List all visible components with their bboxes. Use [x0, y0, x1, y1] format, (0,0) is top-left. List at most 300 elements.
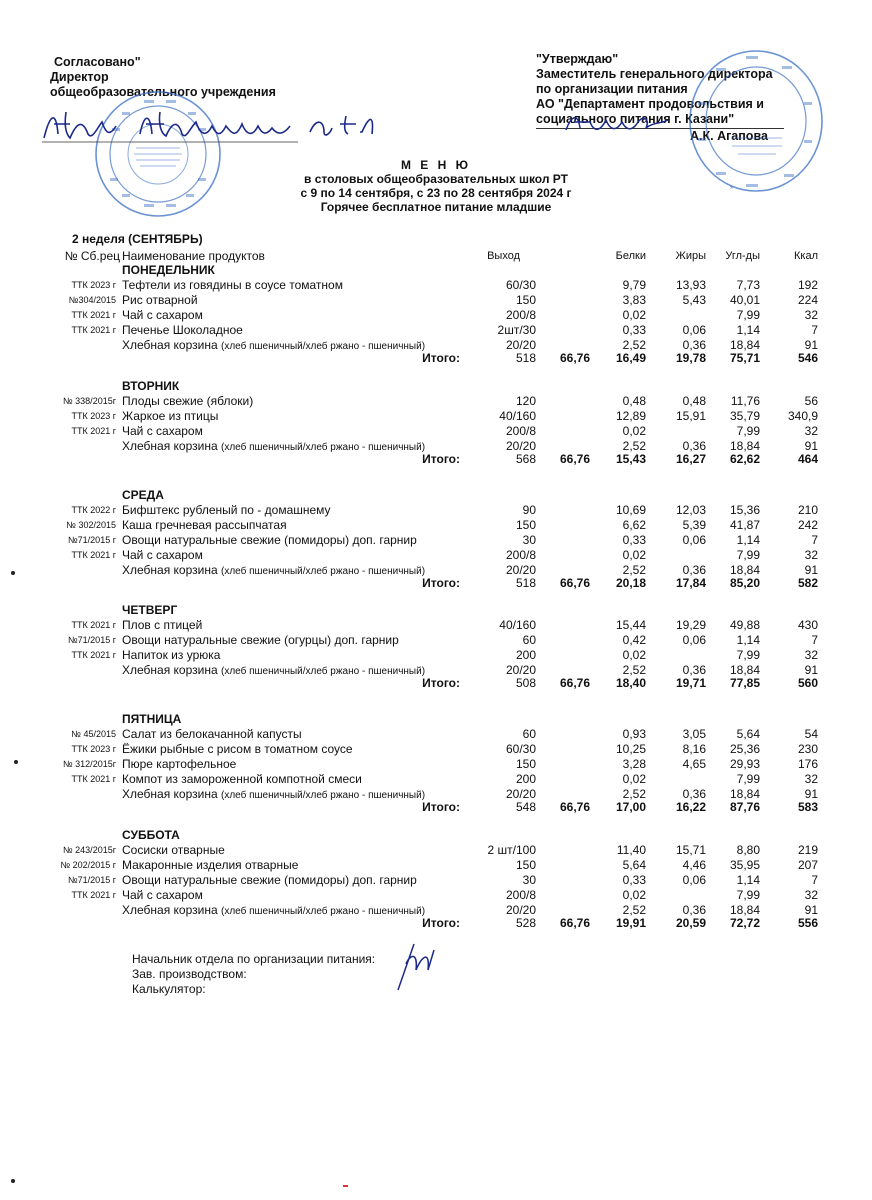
total-kcal: 546: [797, 351, 818, 365]
approval-left-line3: общеобразовательного учреждения: [50, 85, 276, 99]
dish-fat: 5,43: [682, 293, 706, 307]
dish-carbs: 7,99: [736, 648, 760, 662]
recipe-code: №304/2015: [68, 295, 116, 305]
dish-kcal: 91: [804, 439, 818, 453]
dish-fat: 13,93: [675, 278, 706, 292]
day-total-row: [0, 352, 872, 365]
dish-protein: 0,02: [622, 648, 646, 662]
dish-name: [122, 758, 236, 771]
svg-text:*: *: [730, 184, 734, 194]
total-protein: 18,40: [615, 676, 646, 690]
dish-name-text: Овощи натуральные свежие (помидоры) доп. гарнир: [122, 533, 417, 547]
dish-name-text: Хлебная корзина: [122, 903, 221, 917]
total-protein: 16,49: [615, 351, 646, 365]
dish-name-text: Сосиски отварные: [122, 843, 225, 857]
director-signature: [40, 104, 380, 153]
total-fat: 19,78: [675, 351, 706, 365]
dish-carbs: 7,99: [736, 888, 760, 902]
dish-kcal: 219: [797, 843, 818, 857]
dish-name: [122, 564, 425, 578]
dish-output: 20/20: [505, 338, 536, 352]
table-row: [0, 519, 872, 532]
dish-output: 30: [522, 533, 536, 547]
dish-protein: 2,52: [622, 563, 646, 577]
recipe-code: №71/2015 г: [68, 875, 116, 885]
dish-carbs: 1,14: [736, 873, 760, 887]
recipe-code: №71/2015 г: [68, 635, 116, 645]
total-output: 548: [515, 800, 536, 814]
dish-kcal: 242: [797, 518, 818, 532]
dish-carbs: 15,36: [729, 503, 760, 517]
dish-output: 150: [515, 293, 536, 307]
table-row: [0, 889, 872, 902]
dish-fat: 3,05: [682, 727, 706, 741]
dish-carbs: 8,80: [736, 843, 760, 857]
recipe-code: № 312/2015г: [63, 759, 116, 769]
dish-name-text: Бифштекс рубленый по - домашнему: [122, 503, 331, 517]
footer-signature: [392, 940, 442, 997]
dish-name-text: Хлебная корзина: [122, 439, 221, 453]
total-carbs: 62,62: [729, 452, 760, 466]
dish-name-text: Напиток из урюка: [122, 648, 221, 662]
dish-kcal: 7: [811, 533, 818, 547]
dish-name-text: Чай с сахаром: [122, 548, 203, 562]
day-heading: [0, 713, 872, 726]
table-row: [0, 294, 872, 307]
table-row: [0, 859, 872, 872]
dish-protein: 9,79: [622, 278, 646, 292]
dish-output: 20/20: [505, 563, 536, 577]
dish-carbs: 35,79: [729, 409, 760, 423]
dish-carbs: 7,99: [736, 548, 760, 562]
dish-name: [122, 634, 399, 647]
table-row: [0, 309, 872, 322]
day-total-row: [0, 801, 872, 814]
dish-output: 40/160: [499, 618, 536, 632]
dish-kcal: 91: [804, 787, 818, 801]
day-name: ВТОРНИК: [122, 379, 180, 393]
approval-right-line5: социального питания г. Казани": [536, 112, 735, 126]
table-row: [0, 773, 872, 786]
dish-kcal: 32: [804, 772, 818, 786]
dish-kcal: 210: [797, 503, 818, 517]
recipe-code: №71/2015 г: [68, 535, 116, 545]
total-output: 518: [515, 351, 536, 365]
col-carbs-header: Угл-ды: [725, 250, 760, 262]
deputy-director-signature: [560, 110, 680, 143]
dish-protein: 3,28: [622, 757, 646, 771]
table-row: [0, 743, 872, 756]
total-protein: 20,18: [615, 576, 646, 590]
recipe-code: № 302/2015: [66, 520, 116, 530]
total-extra: 66,76: [559, 576, 590, 590]
total-fat: 17,84: [675, 576, 706, 590]
dish-kcal: 7: [811, 633, 818, 647]
total-output: 508: [515, 676, 536, 690]
col-output-header: Выход: [487, 250, 520, 262]
dish-name-text: Макаронные изделия отварные: [122, 858, 299, 872]
dish-output: 2шт/30: [497, 323, 536, 337]
dish-name: [122, 425, 203, 438]
day-name: ПОНЕДЕЛЬНИК: [122, 263, 215, 277]
dish-name-text: Каша гречневая рассыпчатая: [122, 518, 287, 532]
dish-fat: 0,06: [682, 533, 706, 547]
dish-carbs: 18,84: [729, 787, 760, 801]
dish-fat: 15,71: [675, 843, 706, 857]
dish-fat: 0,36: [682, 903, 706, 917]
table-row: [0, 534, 872, 547]
approval-right-line2: Заместитель генерального директора: [536, 67, 773, 81]
dish-kcal: 91: [804, 563, 818, 577]
table-row: [0, 395, 872, 408]
dish-fat: 0,48: [682, 394, 706, 408]
dish-name-text: Хлебная корзина: [122, 787, 221, 801]
dish-carbs: 1,14: [736, 533, 760, 547]
dish-fat: 0,36: [682, 439, 706, 453]
total-extra: 66,76: [559, 916, 590, 930]
total-kcal: 464: [797, 452, 818, 466]
handwritten-signature-icon: [40, 104, 380, 148]
dish-fat: 8,16: [682, 742, 706, 756]
total-kcal: 582: [797, 576, 818, 590]
dish-name: [122, 649, 220, 662]
dish-name-text: Пюре картофельное: [122, 757, 237, 771]
dish-protein: 0,93: [622, 727, 646, 741]
dish-kcal: 32: [804, 424, 818, 438]
dish-name-note: (хлеб пшеничный/хлеб ржано - пшеничный): [221, 566, 426, 577]
dish-carbs: 1,14: [736, 633, 760, 647]
dish-carbs: 7,99: [736, 772, 760, 786]
table-row: [0, 728, 872, 741]
total-kcal: 560: [797, 676, 818, 690]
dish-kcal: 32: [804, 308, 818, 322]
total-fat: 20,59: [675, 916, 706, 930]
day-name: СРЕДА: [122, 488, 164, 502]
recipe-code: ТТК 2021 г: [71, 426, 116, 436]
dish-name: [122, 773, 362, 786]
dish-name: [122, 294, 198, 307]
dish-name: [122, 728, 302, 741]
total-kcal: 556: [797, 916, 818, 930]
dish-fat: 0,36: [682, 563, 706, 577]
dish-protein: 2,52: [622, 338, 646, 352]
week-label: 2 неделя (СЕНТЯБРЬ): [72, 232, 203, 246]
dish-name-text: Чай с сахаром: [122, 424, 203, 438]
dish-output: 60/30: [505, 742, 536, 756]
scan-dot: [343, 1185, 348, 1187]
dish-protein: 0,33: [622, 873, 646, 887]
total-label: Итого:: [422, 351, 460, 365]
day-heading: [0, 829, 872, 842]
dish-protein: 11,40: [616, 843, 646, 857]
dish-name-note: (хлеб пшеничный/хлеб ржано - пшеничный): [221, 906, 426, 917]
approval-right-line3: по организации питания: [536, 82, 688, 96]
footer-head-of-catering: Начальник отдела по организации питания:: [132, 952, 376, 966]
table-row: [0, 425, 872, 438]
dish-carbs: 7,99: [736, 424, 760, 438]
recipe-code: ТТК 2023 г: [71, 744, 116, 754]
day-heading: [0, 489, 872, 502]
handwritten-signature-icon: [560, 110, 680, 138]
dish-name: [122, 664, 425, 678]
dish-carbs: 18,84: [729, 563, 760, 577]
dish-output: 2 шт/100: [487, 843, 536, 857]
dish-name: [122, 279, 343, 292]
dish-name: [122, 889, 203, 902]
dish-fat: 0,06: [682, 873, 706, 887]
total-protein: 17,00: [615, 800, 646, 814]
total-carbs: 85,20: [729, 576, 760, 590]
menu-title: М Е Н Ю: [400, 158, 472, 172]
col-name-header: Наименование продуктов: [122, 249, 265, 263]
total-output: 528: [515, 916, 536, 930]
dish-fat: 5,39: [682, 518, 706, 532]
day-name: ЧЕТВЕРГ: [122, 603, 178, 617]
dish-name: [122, 743, 353, 756]
dish-protein: 0,02: [622, 888, 646, 902]
dish-kcal: 7: [811, 323, 818, 337]
table-row: [0, 619, 872, 632]
dish-carbs: 41,87: [729, 518, 760, 532]
dish-name: [122, 339, 425, 353]
recipe-code: ТТК 2022 г: [71, 505, 116, 515]
recipe-code: ТТК 2021 г: [71, 774, 116, 784]
total-carbs: 87,76: [729, 800, 760, 814]
dish-carbs: 5,64: [736, 727, 760, 741]
table-row: [0, 844, 872, 857]
dish-name-text: Печенье Шоколадное: [122, 323, 243, 337]
dish-output: 120: [515, 394, 536, 408]
total-label: Итого:: [422, 916, 460, 930]
dish-name-text: Овощи натуральные свежие (помидоры) доп. гарнир: [122, 873, 417, 887]
day-total-row: [0, 677, 872, 690]
col-fat-header: Жиры: [675, 250, 706, 262]
dish-output: 200/8: [505, 888, 536, 902]
approval-left-line1: Согласовано": [54, 55, 141, 69]
dish-carbs: 18,84: [729, 338, 760, 352]
dish-protein: 0,02: [622, 548, 646, 562]
dish-kcal: 91: [804, 338, 818, 352]
total-carbs: 72,72: [729, 916, 760, 930]
dish-name: [122, 440, 425, 454]
menu-title-block: [0, 158, 872, 214]
total-label: Итого:: [422, 676, 460, 690]
dish-name-text: Чай с сахаром: [122, 888, 203, 902]
total-kcal: 583: [797, 800, 818, 814]
dish-name: [122, 534, 417, 547]
recipe-code: ТТК 2023 г: [71, 280, 116, 290]
total-label: Итого:: [422, 576, 460, 590]
dish-output: 20/20: [505, 439, 536, 453]
dish-carbs: 49,88: [729, 618, 760, 632]
total-protein: 19,91: [615, 916, 646, 930]
dish-fat: 4,65: [682, 757, 706, 771]
dish-kcal: 430: [797, 618, 818, 632]
day-total-row: [0, 917, 872, 930]
dish-carbs: 18,84: [729, 903, 760, 917]
dish-kcal: 192: [797, 278, 818, 292]
day-total-row: [0, 453, 872, 466]
recipe-code: ТТК 2021 г: [71, 890, 116, 900]
menu-subtitle-schools: в столовых общеобразовательных школ РТ: [304, 172, 568, 186]
total-extra: 66,76: [559, 351, 590, 365]
dish-name: [122, 504, 331, 517]
recipe-code: ТТК 2021 г: [71, 620, 116, 630]
recipe-code: ТТК 2021 г: [71, 650, 116, 660]
approval-right-line4: АО "Департамент продовольствия и: [536, 97, 764, 111]
dish-name: [122, 844, 225, 857]
menu-subtitle-dates: с 9 по 14 сентября, с 23 по 28 сентября 2024 г: [300, 186, 572, 200]
signatories-block: [132, 952, 375, 997]
day-name: ПЯТНИЦА: [122, 712, 182, 726]
dish-output: 200: [515, 648, 536, 662]
table-row: [0, 279, 872, 292]
table-row: [0, 504, 872, 517]
dish-protein: 6,62: [622, 518, 646, 532]
dish-name-text: Плов с птицей: [122, 618, 203, 632]
dish-kcal: 91: [804, 663, 818, 677]
table-row: [0, 874, 872, 887]
dish-carbs: 11,76: [730, 394, 760, 408]
dish-fat: 12,03: [675, 503, 706, 517]
dish-fat: 4,46: [682, 858, 706, 872]
col-code-header: № Сб.рец: [64, 249, 120, 263]
total-protein: 15,43: [615, 452, 646, 466]
dish-output: 60: [522, 727, 536, 741]
dish-kcal: 91: [804, 903, 818, 917]
table-row: [0, 634, 872, 647]
dish-output: 150: [515, 858, 536, 872]
day-heading: [0, 380, 872, 393]
recipe-code: ТТК 2021 г: [71, 325, 116, 335]
day-name: СУББОТА: [122, 828, 180, 842]
dish-kcal: 340,9: [787, 409, 818, 423]
footer-calculator: Калькулятор:: [132, 982, 206, 996]
approval-left-line2: Директор: [50, 70, 109, 84]
dish-fat: 0,36: [682, 787, 706, 801]
dish-output: 60/30: [505, 278, 536, 292]
table-row: [0, 549, 872, 562]
scan-dot: [11, 1179, 15, 1183]
dish-protein: 3,83: [622, 293, 646, 307]
approval-right-line1: "Утверждаю": [536, 52, 619, 66]
recipe-code: ТТК 2023 г: [71, 411, 116, 421]
recipe-code: ТТК 2021 г: [71, 550, 116, 560]
dish-output: 60: [522, 633, 536, 647]
scan-dot: [14, 760, 18, 764]
table-row: [0, 649, 872, 662]
dish-protein: 2,52: [622, 787, 646, 801]
dish-name-text: Хлебная корзина: [122, 563, 221, 577]
dish-name: [122, 395, 253, 408]
dish-output: 200/8: [505, 548, 536, 562]
dish-name: [122, 519, 287, 532]
dish-protein: 5,64: [622, 858, 646, 872]
dish-name: [122, 788, 425, 802]
total-label: Итого:: [422, 800, 460, 814]
table-row: [0, 410, 872, 423]
menu-subtitle-program: Горячее бесплатное питание младшие: [320, 200, 552, 214]
footer-production-manager: Зав. производством:: [132, 967, 247, 981]
recipe-code: ТТК 2021 г: [71, 310, 116, 320]
recipe-code: № 338/2015г: [63, 396, 116, 406]
dish-name: [122, 324, 243, 337]
dish-name: [122, 309, 203, 322]
total-extra: 66,76: [559, 452, 590, 466]
dish-kcal: 56: [804, 394, 818, 408]
dish-carbs: 40,01: [729, 293, 760, 307]
dish-name: [122, 859, 298, 872]
dish-output: 20/20: [505, 903, 536, 917]
dish-name-note: (хлеб пшеничный/хлеб ржано - пшеничный): [221, 442, 426, 453]
total-output: 568: [515, 452, 536, 466]
dish-protein: 15,44: [615, 618, 646, 632]
dish-carbs: 18,84: [729, 663, 760, 677]
dish-name: [122, 904, 425, 918]
dish-protein: 10,25: [615, 742, 646, 756]
dish-name-note: (хлеб пшеничный/хлеб ржано - пшеничный): [221, 666, 426, 677]
dish-carbs: 7,99: [736, 308, 760, 322]
table-row: [0, 758, 872, 771]
dish-protein: 0,02: [622, 424, 646, 438]
dish-kcal: 176: [797, 757, 818, 771]
dish-protein: 0,33: [622, 533, 646, 547]
approval-right-signer: А.К. Агапова: [536, 128, 784, 144]
dish-name-text: Овощи натуральные свежие (огурцы) доп. гарнир: [122, 633, 399, 647]
total-carbs: 77,85: [729, 676, 760, 690]
dish-name-text: Жаркое из птицы: [122, 409, 219, 423]
total-fat: 16,27: [675, 452, 706, 466]
recipe-code: № 45/2015: [71, 729, 116, 739]
dish-name-text: Салат из белокачанной капусты: [122, 727, 302, 741]
dish-carbs: 25,36: [729, 742, 760, 756]
dish-name-text: Компот из замороженной компотной смеси: [122, 772, 362, 786]
dish-kcal: 230: [797, 742, 818, 756]
col-protein-header: Белки: [615, 250, 646, 262]
total-output: 518: [515, 576, 536, 590]
dish-kcal: 32: [804, 888, 818, 902]
dish-protein: 12,89: [615, 409, 646, 423]
dish-name-text: Чай с сахаром: [122, 308, 203, 322]
dish-name-note: (хлеб пшеничный/хлеб ржано - пшеничный): [221, 790, 426, 801]
dish-output: 200/8: [505, 424, 536, 438]
dish-carbs: 18,84: [729, 439, 760, 453]
dish-name-text: Плоды свежие (яблоки): [122, 394, 254, 408]
dish-name: [122, 410, 218, 423]
total-extra: 66,76: [559, 800, 590, 814]
day-heading: [0, 264, 872, 277]
total-fat: 19,71: [675, 676, 706, 690]
dish-name-text: Хлебная корзина: [122, 338, 221, 352]
dish-protein: 0,02: [622, 772, 646, 786]
dish-kcal: 54: [804, 727, 818, 741]
dish-carbs: 35,95: [729, 858, 760, 872]
dish-kcal: 207: [797, 858, 818, 872]
dish-kcal: 7: [811, 873, 818, 887]
dish-protein: 0,02: [622, 308, 646, 322]
dish-fat: 0,06: [682, 323, 706, 337]
dish-fat: 15,91: [675, 409, 706, 423]
dish-fat: 0,06: [682, 633, 706, 647]
dish-output: 20/20: [505, 787, 536, 801]
dish-output: 30: [522, 873, 536, 887]
total-extra: 66,76: [559, 676, 590, 690]
dish-protein: 10,69: [615, 503, 646, 517]
dish-name-text: Хлебная корзина: [122, 663, 221, 677]
dish-output: 150: [515, 518, 536, 532]
dish-name-text: Рис отварной: [122, 293, 198, 307]
dish-output: 90: [522, 503, 536, 517]
